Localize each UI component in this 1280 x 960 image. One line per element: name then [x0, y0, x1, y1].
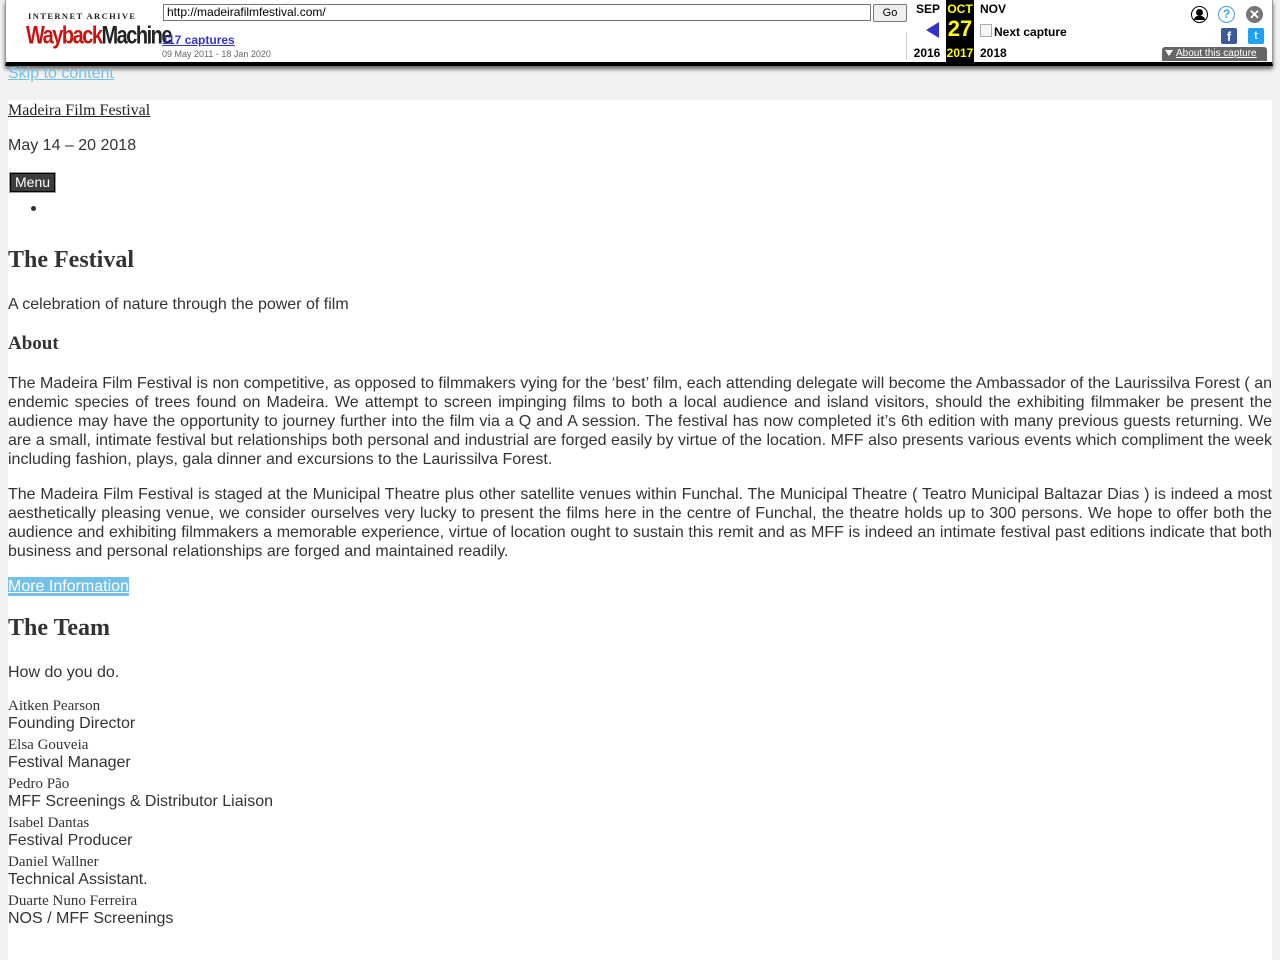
- next-capture-link[interactable]: Next capture: [980, 24, 1067, 39]
- team-member-role: Festival Manager: [8, 754, 131, 771]
- facebook-icon[interactable]: f: [1221, 28, 1237, 44]
- site-title-link[interactable]: Madeira Film Festival: [8, 102, 151, 119]
- broken-image-icon: [980, 24, 992, 37]
- page-content: [8, 100, 1272, 960]
- team-member: [8, 698, 273, 737]
- go-button[interactable]: Go: [873, 4, 907, 22]
- more-information-button[interactable]: More Information: [8, 578, 129, 595]
- triangle-down-icon: [1165, 50, 1173, 56]
- about-paragraph-2: The Madeira Film Festival is staged at the Municipal Theatre plus other satellite venues within Funchal. The Municipal Theatre ( Teatro Municipal Baltazar Dias ) is indeed a most aesthetically pleasing venue, we consider ourselves very lucky to present the films here in the centre of Funchal, the theatre holds up to 300 persons. We hope to offer both the audience and exhibiting filmmakers a memorable experience, virtue of location ought to sustain this remit and as MFF is indeed an intimate festival past editions indicate that both business and personal relationships are forged and maintained readily.: [8, 486, 1272, 560]
- nav-list-bullet: [31, 206, 36, 211]
- about-paragraph-1: The Madeira Film Festival is non competitive, as opposed to filmmakers vying for the ‘best’ film, each attending delegate will become the Ambassador of the Laurissilva Forest ( an endemic species of trees found on Madeira. We attempt to screen impinging films to both a local audience and island visitors, should the exhibiting filmmaker be present the audience may have the opportunity to journey further into the film via a Q and A session. The festival has now completed it’s 6th edition with many previous guests returning. We are a small, intimate festival but relationships both personal and industrial are forged easily by virtue of the location. MFF also presents various events which compliment the week including fashion, plays, gala dinner and excursions to the Laurissilva Forest.: [8, 375, 1272, 468]
- menu-button[interactable]: Menu: [9, 172, 56, 193]
- festival-tagline: A celebration of nature through the power of film: [8, 296, 349, 313]
- team-member-role: Festival Producer: [8, 832, 133, 849]
- team-member-role: Technical Assistant.: [8, 871, 148, 888]
- logo-internet-archive-text: INTERNET ARCHIVE: [28, 11, 137, 21]
- team-member-name: Isabel Dantas: [8, 815, 90, 831]
- url-input[interactable]: http://madeirafilmfestival.com/: [163, 4, 871, 21]
- close-icon[interactable]: ✕: [1246, 6, 1263, 23]
- wayback-logo[interactable]: [26, 9, 171, 50]
- divider: [906, 32, 907, 60]
- team-member-role: MFF Screenings & Distributor Liaison: [8, 793, 273, 810]
- logo-wayback-machine-text: WaybackMachine: [26, 22, 171, 50]
- team-tagline: How do you do.: [8, 664, 120, 681]
- captures-link[interactable]: 117 captures: [162, 33, 235, 47]
- team-member: [8, 893, 273, 932]
- current-month-label: OCT: [947, 2, 973, 16]
- help-icon[interactable]: ?: [1218, 6, 1235, 23]
- team-member-name: Aitken Pearson: [8, 698, 101, 714]
- team-member-name: Daniel Wallner: [8, 854, 99, 870]
- wayback-toolbar: [5, 0, 1273, 66]
- team-heading: The Team: [8, 615, 111, 641]
- about-capture-toggle[interactable]: About this capture: [1162, 47, 1267, 61]
- prev-capture-arrow-icon[interactable]: [926, 22, 939, 38]
- team-member: [8, 776, 273, 815]
- team-member-role: NOS / MFF Screenings: [8, 910, 174, 927]
- next-month-label[interactable]: NOV: [980, 2, 1007, 16]
- skip-to-content-link[interactable]: Skip to content: [8, 65, 114, 82]
- capture-date-range: 09 May 2011 - 18 Jan 2020: [162, 49, 271, 59]
- team-member-role: Founding Director: [8, 715, 136, 732]
- prev-year-label[interactable]: 2016: [913, 46, 941, 60]
- current-capture-date: [946, 0, 974, 62]
- team-member: [8, 815, 273, 854]
- current-year-label: 2017: [946, 46, 974, 60]
- next-year-label[interactable]: 2018: [980, 46, 1007, 60]
- twitter-icon[interactable]: t: [1248, 28, 1264, 44]
- team-member: [8, 854, 273, 893]
- current-day-label: 27: [947, 16, 973, 41]
- team-list: [8, 698, 273, 932]
- team-member-name: Elsa Gouveia: [8, 737, 89, 753]
- user-icon[interactable]: [1191, 6, 1208, 23]
- team-member: [8, 737, 273, 776]
- team-member-name: Pedro Pão: [8, 776, 70, 792]
- prev-month-label[interactable]: SEP: [915, 2, 940, 16]
- festival-heading: The Festival: [8, 247, 134, 273]
- team-member-name: Duarte Nuno Ferreira: [8, 893, 138, 909]
- about-heading: About: [8, 333, 59, 354]
- site-description: May 14 – 20 2018: [8, 137, 137, 154]
